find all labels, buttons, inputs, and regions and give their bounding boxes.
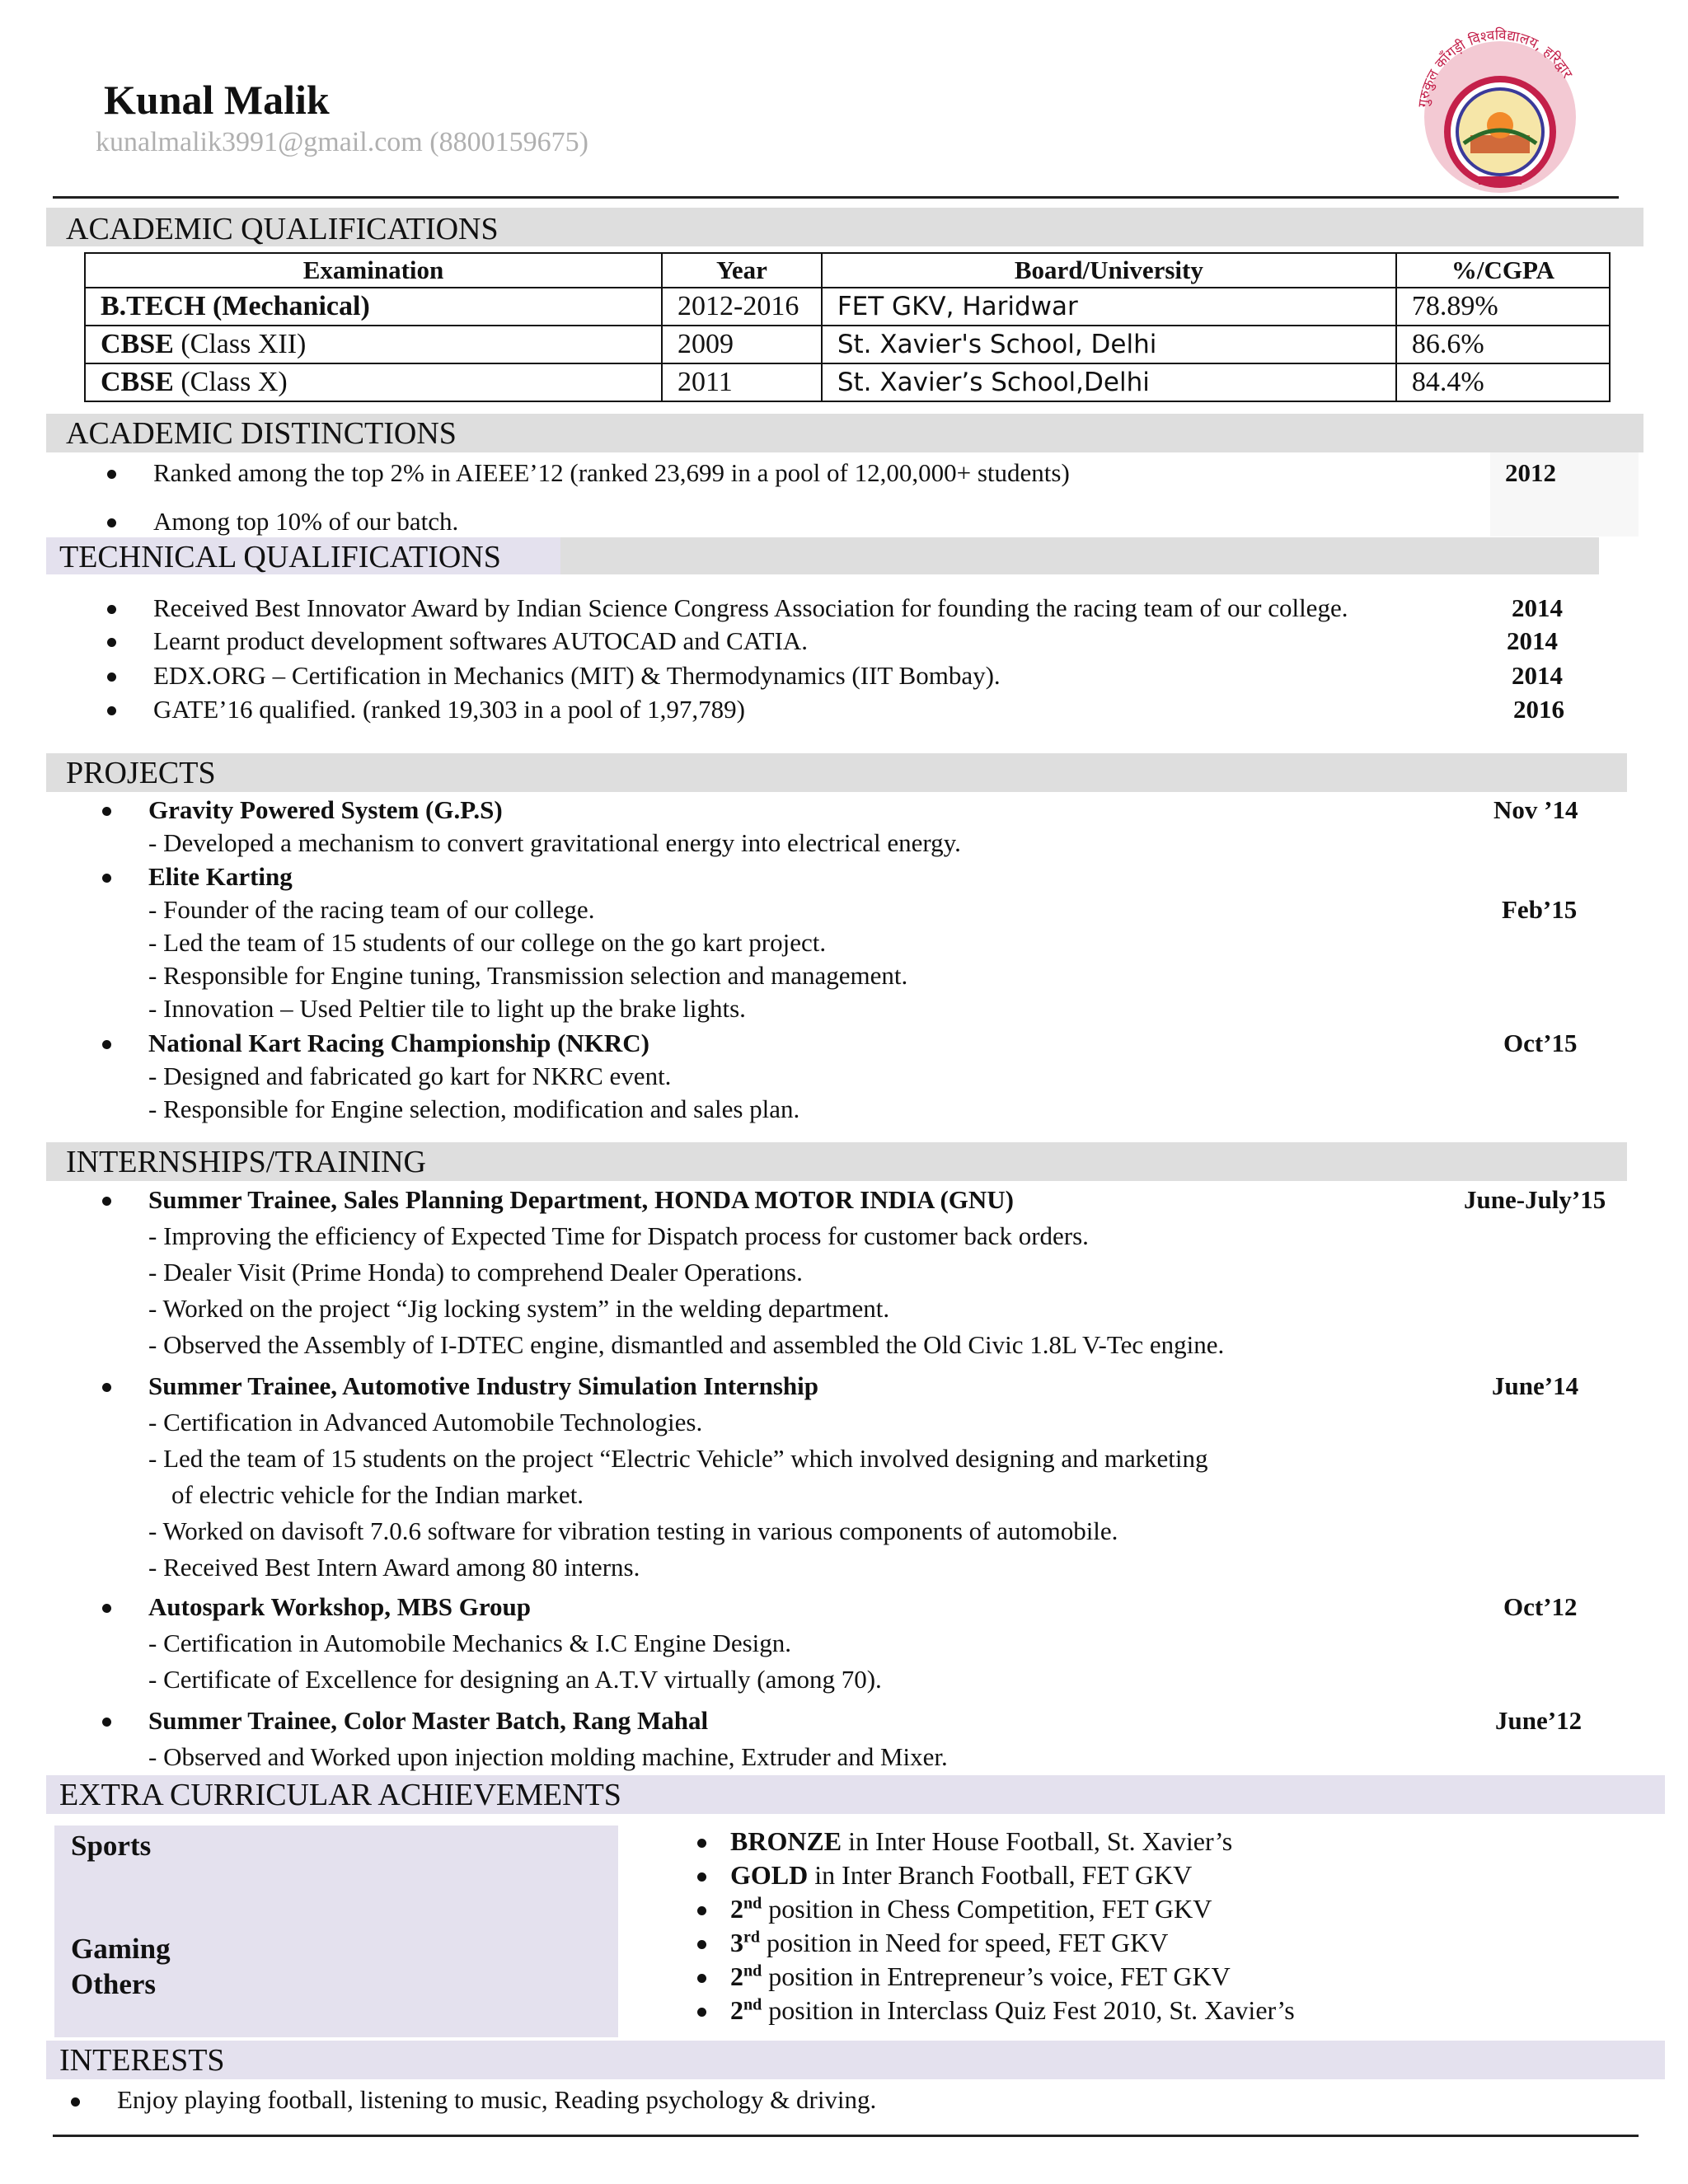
exam-cell: CBSE (Class X) xyxy=(85,363,662,401)
academic-section-title: ACADEMIC QUALIFICATIONS xyxy=(66,212,499,246)
internship-detail: - Certification in Automobile Mechanics & I.C Engine Design. xyxy=(148,1629,792,1657)
table-row xyxy=(85,288,1610,326)
internship-date: June’12 xyxy=(1495,1706,1582,1735)
internship-detail: - Dealer Visit (Prime Honda) to comprehend Dealer Operations. xyxy=(148,1258,803,1286)
technical-text: GATE’16 qualified. (ranked 19,303 in a pool of 1,97,789) xyxy=(153,695,746,724)
col-header: Examination xyxy=(85,253,662,288)
internships-section-title: INTERNSHIPS/TRAINING xyxy=(66,1145,426,1179)
technical-year: 2014 xyxy=(1512,593,1563,622)
technical-text: Learnt product development softwares AUTOCAD and CATIA. xyxy=(153,626,809,655)
internship-detail: - Worked on the project “Jig locking system” in the welding department. xyxy=(148,1294,890,1323)
achievement: 2nd position in Interclass Quiz Fest 2010, St. Xavier’s xyxy=(730,1995,1295,2025)
table-row xyxy=(85,363,1610,401)
internship-name: Summer Trainee, Sales Planning Department, HONDA MOTOR INDIA (GNU) xyxy=(148,1185,1014,1214)
technical-year: 2016 xyxy=(1513,695,1564,724)
project-detail: - Responsible for Engine tuning, Transmission selection and management. xyxy=(148,961,908,990)
email[interactable]: kunalmalik3991@gmail.com xyxy=(96,127,423,157)
exam-cell: CBSE (Class XII) xyxy=(85,326,662,363)
phone: (8800159675) xyxy=(429,127,588,157)
technical-text: EDX.ORG – Certification in Mechanics (MIT) & Thermodynamics (IIT Bombay). xyxy=(153,661,1001,690)
project-detail: - Led the team of 15 students of our college on the go kart project. xyxy=(148,928,827,957)
academic-table xyxy=(84,252,1611,402)
col-header: Board/University xyxy=(822,253,1396,288)
board-cell: FET GKV, Haridwar xyxy=(822,288,1396,326)
distinctions-section-title: ACADEMIC DISTINCTIONS xyxy=(66,416,457,451)
score-cell: 86.6% xyxy=(1396,326,1610,363)
category-sports: Sports xyxy=(71,1830,152,1862)
achievement: GOLD in Inter Branch Football, FET GKV xyxy=(730,1860,1193,1890)
internship-detail: - Received Best Intern Award among 80 interns. xyxy=(148,1553,640,1582)
achievement: BRONZE in Inter House Football, St. Xavier’s xyxy=(730,1826,1233,1856)
project-date: Oct’15 xyxy=(1503,1029,1578,1057)
internship-name: Autospark Workshop, MBS Group xyxy=(148,1592,532,1621)
project-date: Nov ’14 xyxy=(1493,795,1578,824)
year-cell: 2011 xyxy=(662,363,822,401)
internship-date: Oct’12 xyxy=(1503,1592,1578,1621)
project-name: National Kart Racing Championship (NKRC) xyxy=(148,1029,649,1057)
internship-detail: - Certification in Advanced Automobile Technologies. xyxy=(148,1408,703,1436)
year-cell: 2012-2016 xyxy=(662,288,822,326)
technical-text: Received Best Innovator Award by Indian Science Congress Association for founding the racing team of our college. xyxy=(153,593,1348,622)
distinction-text: Ranked among the top 2% in AIEEE’12 (ranked 23,699 in a pool of 12,00,000+ students) xyxy=(153,458,1070,487)
logo-text: गुरुकुल काँगड़ी विश्वविद्यालय, हरिद्वार xyxy=(1415,26,1576,109)
university-logo-icon xyxy=(1395,20,1604,201)
interests-section-title: INTERESTS xyxy=(59,2043,225,2078)
projects-section-title: PROJECTS xyxy=(66,756,216,790)
internship-name: Summer Trainee, Automotive Industry Simulation Internship xyxy=(148,1371,818,1400)
achievement: 2nd position in Entrepreneur’s voice, FET GKV xyxy=(730,1961,1231,1991)
col-header: Year xyxy=(662,253,822,288)
project-detail: - Responsible for Engine selection, modification and sales plan. xyxy=(148,1094,800,1123)
internship-date: June’14 xyxy=(1492,1371,1579,1400)
col-header: %/CGPA xyxy=(1396,253,1610,288)
internship-name: Summer Trainee, Color Master Batch, Rang Mahal xyxy=(148,1706,709,1735)
internship-detail: - Worked on davisoft 7.0.6 software for vibration testing in various components of automobile. xyxy=(148,1516,1118,1545)
achievement: 3rd position in Need for speed, FET GKV xyxy=(730,1928,1169,1957)
project-name: Elite Karting xyxy=(148,862,293,891)
contact-line xyxy=(96,127,588,158)
table-row xyxy=(85,326,1610,363)
candidate-name: Kunal Malik xyxy=(104,77,330,123)
technical-section-title: TECHNICAL QUALIFICATIONS xyxy=(59,540,501,574)
score-cell: 78.89% xyxy=(1396,288,1610,326)
project-detail: - Innovation – Used Peltier tile to light up the brake lights. xyxy=(148,994,746,1023)
interest-text: Enjoy playing football, listening to music, Reading psychology & driving. xyxy=(117,2085,877,2114)
project-date: Feb’15 xyxy=(1502,895,1578,924)
board-cell: St. Xavier's School, Delhi xyxy=(822,326,1396,363)
internship-detail: - Certificate of Excellence for designing an A.T.V virtually (among 70). xyxy=(148,1665,882,1694)
distinction-year: 2012 xyxy=(1505,458,1556,487)
internship-date: June-July’15 xyxy=(1464,1185,1606,1214)
extra-section-title: EXTRA CURRICULAR ACHIEVEMENTS xyxy=(59,1778,621,1812)
project-detail: - Developed a mechanism to convert gravitational energy into electrical energy. xyxy=(148,828,961,857)
project-name: Gravity Powered System (G.P.S) xyxy=(148,795,503,824)
internship-detail: of electric vehicle for the Indian market. xyxy=(171,1480,584,1509)
internship-detail: - Improving the efficiency of Expected Time for Dispatch process for customer back orders. xyxy=(148,1221,1089,1250)
internship-detail: - Led the team of 15 students on the project “Electric Vehicle” which involved designing and marketing xyxy=(148,1444,1208,1473)
technical-year: 2014 xyxy=(1507,626,1558,655)
internship-detail: - Observed the Assembly of I-DTEC engine, dismantled and assembled the Old Civic 1.8L V-Tec engine. xyxy=(148,1330,1225,1359)
achievement: 2nd position in Chess Competition, FET GKV xyxy=(730,1894,1212,1924)
project-detail: - Founder of the racing team of our college. xyxy=(148,895,595,924)
category-others: Others xyxy=(71,1968,157,2000)
table-header-row xyxy=(85,253,1610,288)
project-detail: - Designed and fabricated go kart for NKRC event. xyxy=(148,1062,672,1090)
distinction-text: Among top 10% of our batch. xyxy=(153,507,459,536)
board-cell: St. Xavier’s School,Delhi xyxy=(822,363,1396,401)
score-cell: 84.4% xyxy=(1396,363,1610,401)
year-cell: 2009 xyxy=(662,326,822,363)
exam-cell: B.TECH (Mechanical) xyxy=(85,288,662,326)
technical-year: 2014 xyxy=(1512,661,1563,690)
internship-detail: - Observed and Worked upon injection molding machine, Extruder and Mixer. xyxy=(148,1742,948,1771)
category-gaming: Gaming xyxy=(71,1933,171,1965)
